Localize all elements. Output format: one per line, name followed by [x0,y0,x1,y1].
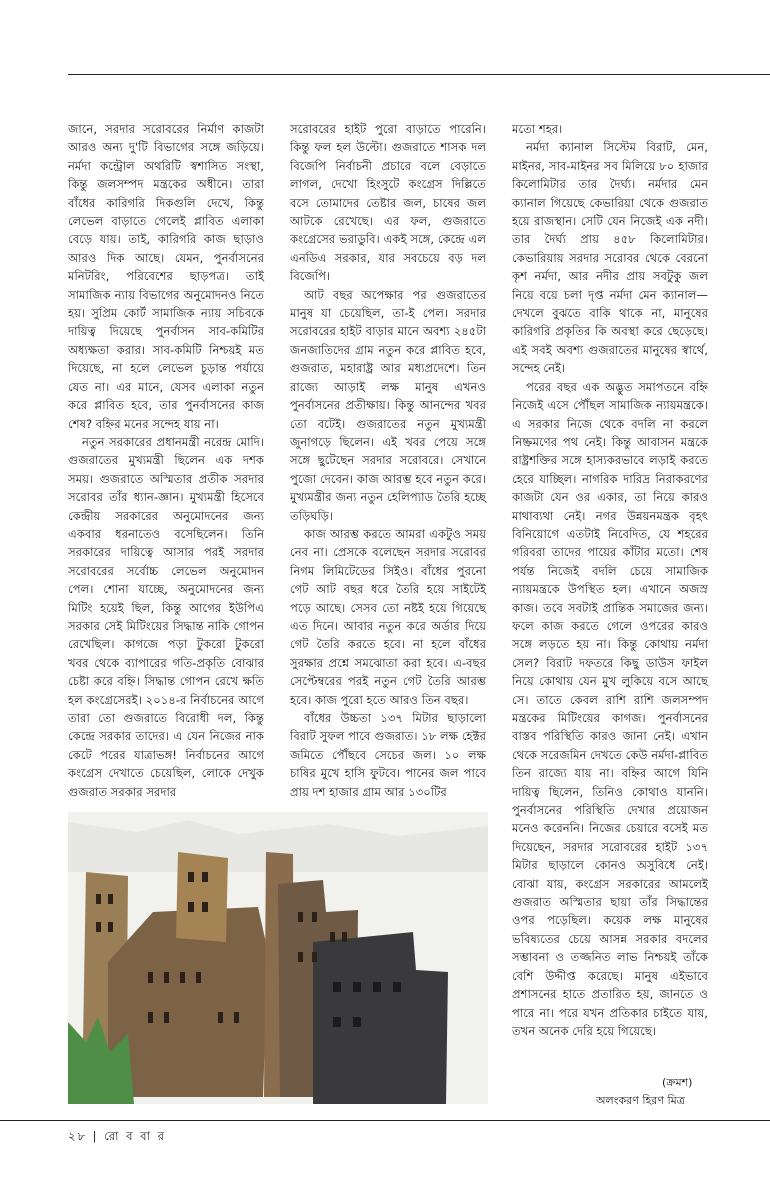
paragraph: কাজ আরম্ভ করতে আমরা একটুও সময় নেব না। প্রেসকে বলেছেন সরদার সরোবর নিগম লিমিটেডের সিইও। বাঁধের পুরনো গেট আট বছর ধরে তৈরি হয়ে সাইটেই পড়ে আছে। সেসব তো নষ্টই হয়ে গিয়েছে এত দিনে। আবার নতুন করে অর্ডার দিয়ে গেট তৈরি করতে হবে। না হলে বাঁধের সুরক্ষার প্রশ্নে সমঝোতা করা হবে। এ-বছর সেপ্টেম্বরের পরই নতুন গেট তৈরি আরম্ভ হবে। কাজ পুরো হতে আরও তিন বছর। [290,526,486,707]
paragraph: নতুন সরকারের প্রধানমন্ত্রী নরেন্দ্র মোদি। গুজরাতের মুখ্যমন্ত্রী ছিলেন এক দশক সময়। গুজরাতে অস্মিতার প্রতীক সরদার সরোবর তাঁর ধ্যান-জ্ঞান। মুখ্যমন্ত্রী হিসেবে কেন্দ্রীয় সরকারের অনুমোদনের জন্য একবার ধরনাতেও বসেছিলেন। তিনি সরকারের দায়িত্বে আসার পরই সরদার সরোবরের সর্বোচ্চ লেভেল অনুমোদন পেল। শোনা যাচ্ছে, অনুমোদনের জন্য মিটিং হয়েই ছিল, কিন্তু আগের ইউপিএ সরকার সেই মিটিংয়ের সিদ্ধান্ত নাকি গোপন রেখেছিল। কাগজে পড়া টুকরো টুকরো খবর থেকে ব্যাপারের গতি-প্রকৃতি বোঝার চেষ্টা করে বহ্নি। সিদ্ধান্ত গোপন রেখে ক্ষতি হল কংগ্রেসেরই। ২০১৪-র নির্বাচনের আগে তারা তো গুজরাতে বিরোধী দল, কিন্তু কেন্দ্রে সরকার তাদের। এ যেন নিজের নাক কেটে পরের যাত্রাভঙ্গ! নির্বাচনের আগে কংগ্রেস দেখাতে চেয়েছিল, লোকে দেখুক গুজরাত সরকার সরদার [68,434,264,799]
paragraph: আট বছর অপেক্ষার পর গুজরাতের মানুষ যা চেয়েছিল, তা-ই পেল। সরদার সরোবরের হাইট বাড়ার মানে অবশ্য ২৪৫টা জনজাতিদের গ্রাম নতুন করে প্লাবিত হবে, গুজরাত, মহারাষ্ট্র আর মধ্যপ্রদেশে। তিন রাজ্যে আড়াই লক্ষ মানুষ এখনও পুনর্বাসনের প্রতীক্ষায়। কিন্তু আনন্দের খবর তো বটেই। গুজরাতের নতুন মুখ্যমন্ত্রী জুনাগড়ে ছিলেন। এই খবর পেয়ে সঙ্গে সঙ্গে ছুটেছেন সরদার সরোবরে। সেখানে পুজো দেবেন। কাজ আরম্ভ হবে নতুন করে। মুখ্যমন্ত্রীর জন্য নতুন হেলিপ্যাড তৈরি হচ্ছে তড়িঘড়ি। [290,287,486,523]
paragraph: মতো শহর। [512,122,563,136]
paragraph: জানে, সরদার সরোবরের নির্মাণ কাজটা আরও অন্য দু'টি বিভাগের সঙ্গে জড়িয়ে। নর্মদা কন্ট্রোল অথরিটি স্বশাসিত সংস্থা, কিন্তু জলসম্পদ মন্ত্রকের অধীনে। তারা বাঁধের কারিগরি দিকগুলি দেখে, কিন্তু লেভেল বাড়াতে গেলেই প্লাবিত এলাকা বেড়ে যায়। তাই, কারিগরি কাজ ছাড়াও আরও দিক আছে। যেমন, পুনর্বাসনের মনিটরিং, পরিবেশের ছাড়পত্র। তাই সামাজিক ন্যায় বিভাগের অনুমোদনও নিতে হয়। সুপ্রিম কোর্ট সামাজিক ন্যায় সচিবকে দায়িত্ব দিয়েছে পুনর্বাসন সাব-কমিটির অধ্যক্ষতা করার। সাব-কমিটি নিশ্চয়ই মত দিয়েছে, না হলে লেভেল চূড়ান্ত পর্যায়ে যেত না। এর মানে, যেসব এলাকা নতুন করে প্লাবিত হবে, তার পুনর্বাসনের কাজ শেষ? বহ্নির মনের সন্দেহ যায় না। [68,122,264,431]
page-number: ২৮ [68,1129,87,1143]
page-footer [68,1128,166,1147]
paragraph: বাঁধের উচ্চতা ১৩৭ মিটার ছাড়ালো বিরাট সুফল পাবে গুজরাত। ১৮ লক্ষ হেক্টর জমিতে পৌঁছবে সেচের জল। ১০ লক্ষ চাষির মুখে হাসি ফুটবে। পানের জল পাবে প্রায় দশ হাজার গ্রাম আর ১৩০টির [290,711,486,799]
continued-label: (ক্রমশ) [662,1076,693,1089]
bottom-rule [0,1120,770,1121]
footer-separator: | [92,1129,99,1143]
paragraph: সরোবরের হাইট পুরো বাড়াতে পারেনি। কিন্তু ফল হল উল্টো। গুজরাতে শাসক দল বিজেপি নির্বাচনী প্রচারে বলে বেড়াতে লাগল, দেখো হিংসুটে কংগ্রেস দিল্লিতে বসে তোমাদের তেষ্টার জল, চাষের জল আটকে রেখেছে। এর ফল, গুজরাতে কংগ্রেসের ভরাডুবি। একই সঙ্গে, কেন্দ্রে এল এনডিএ সরকার, যার সবচেয়ে বড় দল বিজেপি। [290,122,486,284]
magazine-name: রো ব বা র [104,1129,166,1143]
column-3 [512,120,708,1040]
column-2 [290,120,486,801]
illustrator-credit: অলংকরণ হিরণ মিত্র [596,1094,685,1107]
column-1 [68,120,264,801]
city-illustration [68,812,488,1104]
paragraph: নর্মদা ক্যানাল সিস্টেম বিরাট, মেন, মাইনর, সাব-মাইনর সব মিলিয়ে ৮০ হাজার কিলোমিটার তার দৈর্ঘ্য। নর্মদার মেন ক্যানাল গিয়েছে কেভারিয়া থেকে গুজরাত হয়ে রাজস্থান। সেটি যেন নিজেই এক নদী। তার দৈর্ঘ্য প্রায় ৪৫৮ কিলোমিটার। কেভারিয়ায় সরদার সরোবর থেকে বেরনো কৃশ নর্মদা, আর নদীর প্রায় সবটুকু জল নিয়ে বয়ে চলা দৃপ্ত নর্মদা মেন ক্যানাল— দেখলে বুঝতে বাকি থাকে না, মানুষের কারিগরি প্রকৃতির কি অবস্থা করে ছেড়েছে। এই সবই অবশ্য গুজরাতের মানুষের স্বার্থে, সন্দেহ নেই। [512,140,708,376]
top-rule [68,74,770,75]
paragraph: পরের বছর এক অদ্ভুত সমাপতনে বহ্নি নিজেই এসে পৌঁছল সামাজিক ন্যায়মন্ত্রকে। এ সরকার নিজে থেকে বদলি না করলে নিষ্ক্রমণের পথ নেই। কিন্তু আবাসন মন্ত্রকে রাষ্ট্রশক্তির সঙ্গে হাস্যকরভাবে লড়াই করতে হেরে যাচ্ছিল। নাগরিক দারিদ্র নিরাকরণের কাজটা যেন ওর একার, তা নিয়ে কারও মাথাব্যথা নেই। নগর উন্নয়নমন্ত্রক বৃহৎ বিনিয়োগে এতটাই নিবেদিত, যে শহরের গরিবরা তাদের পায়ের কাঁটার মতো। শেষ পর্যন্ত নিজেই বদলি চেয়ে সামাজিক ন্যায়মন্ত্রকে উপস্থিত হল। এখানে অজস্র কাজ। তবে সবটাই প্রান্তিক সমাজের জন্য। ফলে কাজ করতে গেলে ওপরের কারও সঙ্গে লড়তে হয় না। কিন্তু কোথায় নর্মদা সেল? বিরাট দফতরে কিছু ডাউস ফাইল নিয়ে কোথায় যেন মুখ লুকিয়ে বসে আছে সে। তাতে কেবল রাশি রাশি জলসম্পদ মন্ত্রকের মিটিংয়ের কাগজ। পুনর্বাসনের বাস্তব পরিস্থিতি কারও জানা নেই। এখান থেকে সরেজমিন দেখতে কেউ নর্মদা-প্লাবিত তিন রাজ্যে যায় না। বহ্নির আগে যিনি দায়িত্ব ছিলেন, তিনিও কোথাও যাননি। পুনর্বাসনের পরিস্থিতি দেখার প্রয়োজন মনেও করেননি। নিজের চেয়ারে বসেই মত দিয়েছেন, সরদার সরোবরের হাইট ১৩৭ মিটার ছাড়ালে কোনও অসুবিধে নেই। বোঝা যায়, কংগ্রেস সরকারের আমলেই গুজরাত অস্মিতার ছায়া তাঁর সিদ্ধান্তের ওপর পড়েছিল। কয়েক লক্ষ মানুষের ভবিষ্যতের চেয়ে আসন্ন সরকার বদলের সম্ভাবনা ও তজ্জনিত লাভ নিশ্চয়ই তাঁকে বেশি উদ্দীপ্ত করেছে। মানুষ এইভাবে প্রশাসনের হাতে প্রতারিত হয়, জানতে ও পারে না। পরে যখন প্রতিকার চাইতে যায়, তখন অনেক দেরি হয়ে গিয়েছে। [512,379,708,1038]
